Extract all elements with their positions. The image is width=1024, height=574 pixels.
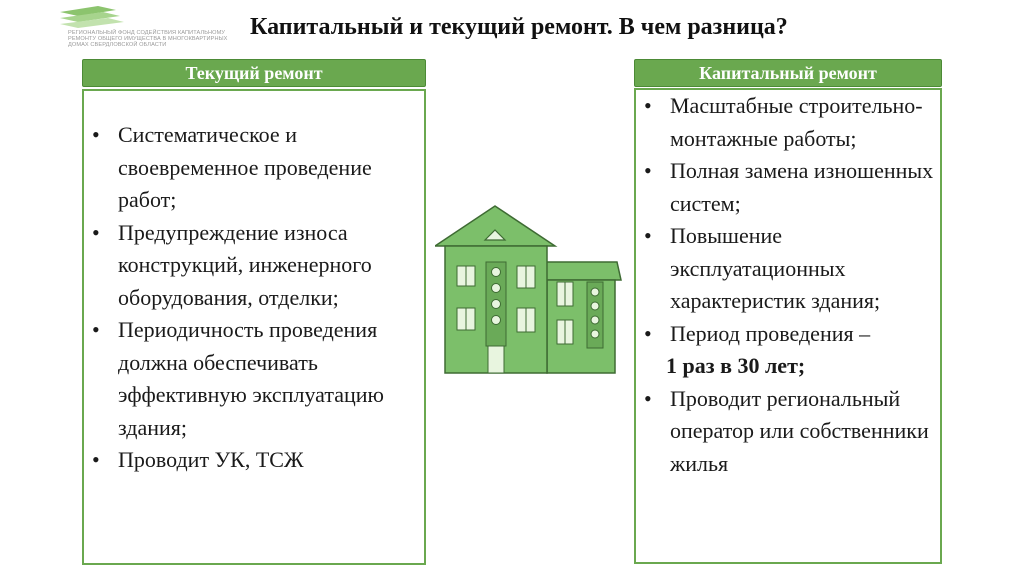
house-illustration-icon	[435, 200, 625, 375]
left-panel	[82, 89, 426, 565]
logo	[58, 4, 228, 50]
list-item: • Полная замена изношенных систем;	[640, 155, 940, 220]
list-item: • Повышение эксплуатационных характеристик здания;	[640, 220, 940, 318]
period-label: Период проведения –	[670, 320, 871, 346]
right-panel-header: Капитальный ремонт	[634, 59, 942, 87]
logo-text: РЕГИОНАЛЬНЫЙ ФОНД СОДЕЙСТВИЯ КАПИТАЛЬНОМУ РЕМОНТУ ОБЩЕГО ИМУЩЕСТВА В МНОГОКВАРТИРНЫХ ДОМАХ СВЕРДЛОВСКОЙ ОБЛАСТИ	[68, 30, 228, 49]
left-panel-header: Текущий ремонт	[82, 59, 426, 87]
right-panel	[634, 88, 942, 564]
list-item: • Периодичность проведения должна обеспечивать эффективную эксплуатацию здания;	[88, 314, 424, 444]
list-item	[640, 318, 940, 383]
list-item: • Предупреждение износа конструкций, инженерного оборудования, отделки;	[88, 217, 424, 315]
page-title: Капитальный и текущий ремонт. В чем разница?	[250, 14, 788, 40]
period-value: 1 раз в 30 лет;	[666, 353, 806, 378]
logo-mark-icon	[58, 4, 148, 30]
list-item: • Проводит региональный оператор или собственники жилья	[640, 383, 940, 481]
list-item: • Систематическое и своевременное проведение работ;	[88, 119, 424, 217]
list-item: • Масштабные строительно-монтажные работы;	[640, 90, 940, 155]
left-bullet-list	[88, 119, 424, 477]
list-item: • Проводит УК, ТСЖ	[88, 444, 424, 477]
right-bullet-list	[640, 90, 940, 480]
